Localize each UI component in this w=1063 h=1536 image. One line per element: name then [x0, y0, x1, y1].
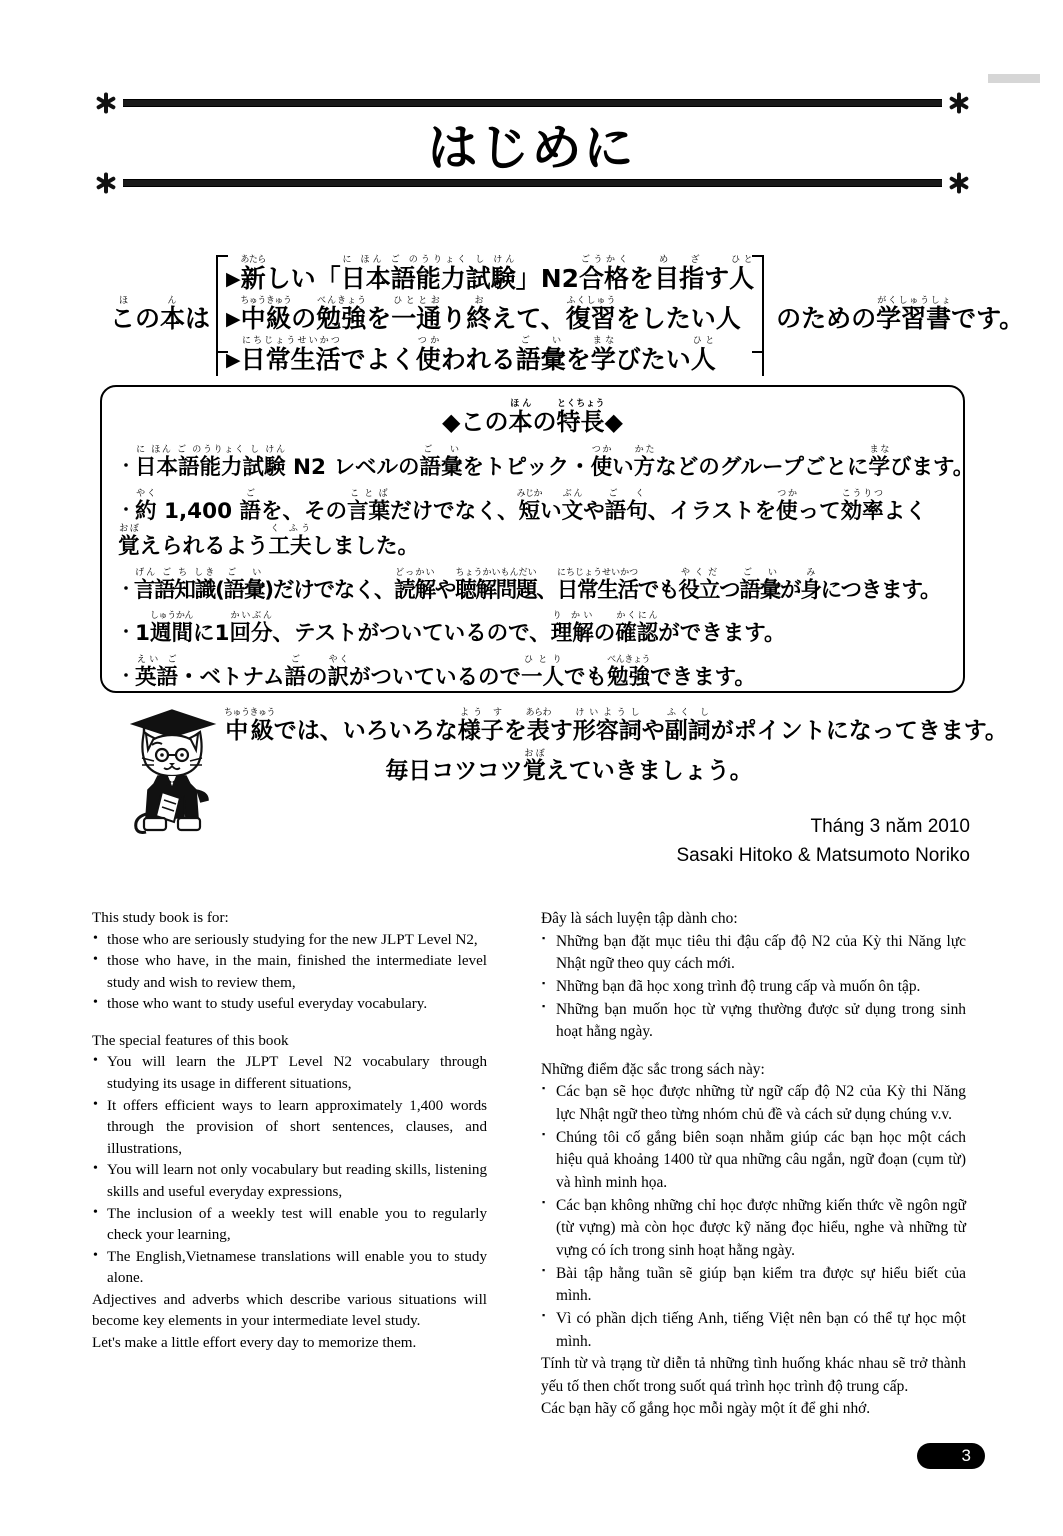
- english-list-1: [92, 930, 487, 1016]
- intro-lead: この本ほんは: [110, 296, 211, 334]
- asterisk-icon: [948, 172, 970, 194]
- triangle-marker-icon: ▶: [226, 268, 241, 290]
- feature-item: ・1週間しゅうかんに1回分かいぶん、テストがついているので、理解り かいの確認かくにんができます。: [118, 611, 786, 647]
- list-item: • those who want to study useful everyday vocabulary.: [92, 994, 487, 1016]
- english-closing-2: Let's make a little effort every day to memorize them.: [92, 1334, 417, 1351]
- signature-block: [224, 812, 970, 871]
- header-rule-bottom: [95, 172, 970, 194]
- english-heading-1: This study book is for:: [92, 910, 229, 926]
- list-item: • It offers efficient ways to learn approximately 1,400 words through the provision of short sentences, clauses, and illustrations,: [92, 1096, 487, 1161]
- list-item: • You will learn the JLPT Level N2 vocabulary through studying its usage in different situations,: [92, 1052, 487, 1095]
- feature-item: ・日本語能力試験に ほん ご のうりょく し けん N2 レベルの語彙ご いをトピック・使つかい方かたなどのグループごとに学まなびます。: [118, 445, 975, 480]
- bullet-dot-icon: ・: [118, 622, 135, 642]
- intro-item: ▶中級ちゅうきゅうの勉強べんきょうを一通ひととおり終おえて、復習ふくしゅうをしたい人: [226, 295, 741, 333]
- features-title: ◆この本ほんの特長とくちょう◆: [442, 399, 623, 436]
- list-item: • The English,Vietnamese translations will enable you to study alone.: [92, 1247, 487, 1290]
- triangle-marker-icon: ▶: [226, 307, 241, 330]
- list-item: ▪ Bài tập hằng tuần sẽ giúp bạn kiểm tra được sự hiểu biết của mình.: [541, 1263, 966, 1308]
- list-item: ▪ Vì có phần dịch tiếng Anh, tiếng Việt nên bạn có thể tự học một mình.: [541, 1308, 966, 1353]
- intro-item-list: [216, 255, 764, 376]
- english-closing-1: Adjectives and adverbs which describe various situations will become key elements in your intermediate level study.: [92, 1291, 487, 1330]
- list-item: ▪ Những bạn đặt mục tiêu thi đậu cấp độ N2 của Kỳ thi Năng lực Nhật ngữ theo quy cách mới.: [541, 931, 966, 976]
- list-item: • The inclusion of a weekly test will enable you to regularly check your learning,: [92, 1204, 487, 1247]
- vietnamese-heading-1: Đây là sách luyện tập dành cho:: [541, 910, 738, 927]
- feature-item: ・英語えい ご・ベトナム語ごの訳やくがついているので一人ひとりでも勉強べんきょうできます。: [118, 655, 756, 691]
- intro-tail: のための学習書がくしゅうしょです。: [776, 296, 1025, 334]
- bullet-dot-icon: ・: [118, 499, 135, 519]
- vietnamese-list-1: [541, 931, 966, 1044]
- bullet-dot-icon: ・: [118, 578, 133, 598]
- message-line-1: 中級ちゅうきゅうでは、いろいろな様子よう すを表あらわす形容詞けいようしや副詞ふく しがポイントになってきます。: [224, 708, 1008, 744]
- vietnamese-closing-2: Các bạn hãy cố gắng học mỗi ngày một ít để ghi nhớ.: [541, 1400, 871, 1418]
- asterisk-icon: [95, 172, 117, 194]
- list-item: • those who have, in the main, finished the intermediate level study and wish to review them,: [92, 951, 487, 994]
- vietnamese-translation-column: [541, 908, 966, 1421]
- features-box: [100, 385, 975, 693]
- translation-columns: [92, 908, 972, 1421]
- list-item: ▪ Chúng tôi cố gắng biên soạn nhằm giúp các bạn học một cách hiệu quả khoảng 1400 từ qua những câu ngắn, ngữ đoạn (cụm từ) và hình minh họa.: [541, 1127, 966, 1195]
- rule-line: [123, 99, 942, 107]
- feature-item: ・言語知識げん ご ち しき(語彙ご い)だけでなく、読解どっかいや聴解問題ちょうかいもんだい、日常生活にちじょうせいかつでも役立やくだつ語彙ご いが身みにつきます。: [118, 567, 941, 603]
- page-number-badge: [917, 1443, 985, 1469]
- list-item: ▪ Những bạn đã học xong trình độ trung cấp và muốn ôn tập.: [541, 976, 966, 999]
- signature-date: Tháng 3 năm 2010: [810, 816, 970, 837]
- intro-item: ▶新あたらしい「日本語能力試験に ほん ご のうりょく し けん」N2合格ごうかくを目指め ざす人ひと: [226, 255, 755, 293]
- spacer: [92, 1016, 487, 1031]
- page-number-value: 3: [961, 1446, 971, 1465]
- list-item: ▪ Các bạn sẽ học được những từ ngữ cấp độ N2 của Kỳ thi Năng lực Nhật ngữ theo từng nhóm chủ đề và cách sử dụng chúng v.v.: [541, 1081, 966, 1126]
- english-heading-2: The special features of this book: [92, 1032, 289, 1049]
- intro-statement: [110, 255, 1025, 376]
- intro-item: ▶日常生活にちじょうせいかつでよく使つかわれる語彙ご いを学まなびたい人ひと: [226, 335, 716, 374]
- english-translation-column: [92, 908, 487, 1421]
- registration-mark: [988, 74, 1040, 83]
- vietnamese-list-2: [541, 1081, 966, 1353]
- page-title: はじめに: [427, 119, 636, 177]
- triangle-marker-icon: ▶: [226, 348, 241, 371]
- vietnamese-closing-1: Tính từ và trạng từ diễn tả những tình huống khác nhau sẽ trở thành yếu tố then chốt trong suốt quá trình học trình độ trung cấp.: [541, 1355, 966, 1395]
- bullet-dot-icon: ・: [118, 456, 135, 475]
- message-line-2: 毎日コツコツ覚おぼえていきましょう。: [385, 748, 753, 784]
- list-item: • You will learn not only vocabulary but reading skills, listening skills and useful everyday expressions,: [92, 1160, 487, 1203]
- closing-message: [224, 708, 1008, 788]
- bullet-dot-icon: ・: [118, 666, 135, 686]
- professor-cat-with-graduation-cap-icon: [124, 706, 220, 838]
- spacer: [541, 1044, 966, 1059]
- signature-authors: Sasaki Hitoko & Matsumoto Noriko: [676, 845, 970, 867]
- list-item: ▪ Những bạn muốn học từ vựng thường được sử dụng trong sinh hoạt hằng ngày.: [541, 999, 966, 1044]
- vietnamese-heading-2: Những điểm đặc sắc trong sách này:: [541, 1060, 765, 1078]
- list-item: • those who are seriously studying for the new JLPT Level N2,: [92, 930, 487, 952]
- rule-line: [123, 179, 942, 187]
- list-item: ▪ Các bạn không những chỉ học được những kiến thức về ngôn ngữ (từ vựng) mà còn học được kỹ năng đọc hiểu, nghe và những từ vựng có ích trong sinh hoạt hằng ngày.: [541, 1195, 966, 1263]
- english-list-2: [92, 1052, 487, 1289]
- feature-item: ・約やく 1,400 語ごを、その言葉ことばだけでなく、短みじかい文ぶんや語句ご く、イラストを使つかって効率こうりつよく覚おぼえられるよう工夫く ふうしました。: [118, 488, 927, 559]
